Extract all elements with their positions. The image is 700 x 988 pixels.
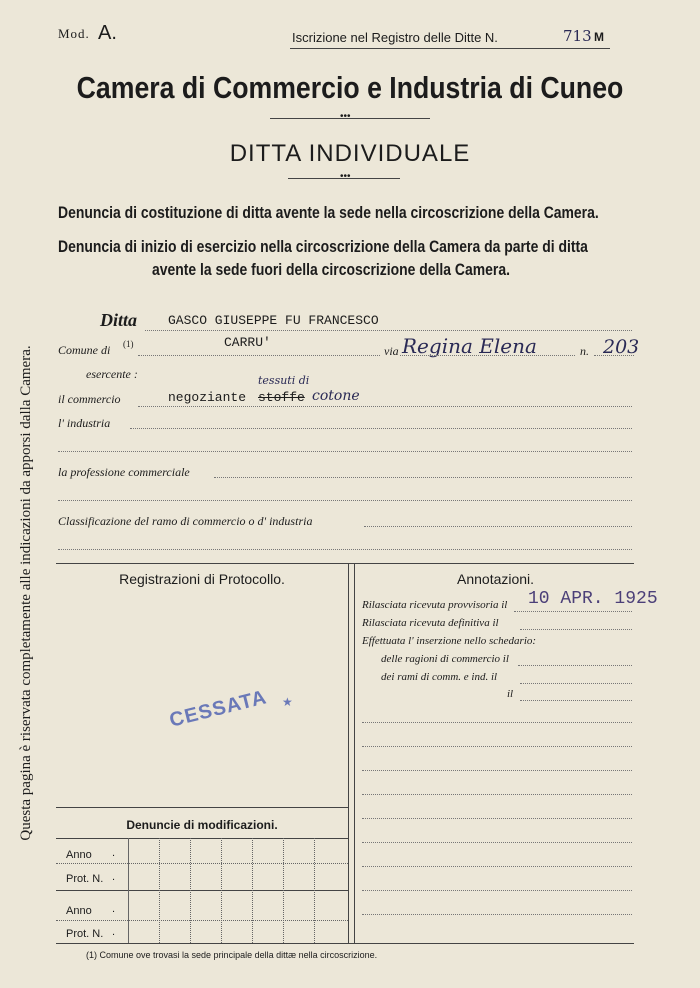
annotation-blank-5 [362,818,632,819]
mod-row-dot-4: . [112,926,116,938]
mod-col-4 [221,838,222,943]
mod-col-1 [128,838,129,943]
declaration-2-line-1: Denuncia di inizio di esercizio nella circoscrizione della Camera da parte di ditta [58,237,588,256]
annotation-blank-6 [362,842,632,843]
ditta-label: Ditta [100,310,138,330]
esercente-label: esercente : [86,367,138,381]
mod-row-dot-2: . [112,871,116,883]
annotation-rami: dei rami di comm. e ind. il [381,671,498,683]
mod-row-line-2 [56,920,348,921]
mod-col-2 [159,838,160,943]
professione-line [214,477,632,478]
annotation-schedario: Effettuata l' inserzione nello schedario: [362,635,537,647]
via-value: Regina Elena [402,334,537,358]
registry-label: Iscrizione nel Registro delle Ditte N. [292,30,498,45]
annotation-blank-4 [362,794,632,795]
annotation-line-3 [518,665,632,666]
cessata-stamp: CESSATA [167,686,270,732]
annotation-il: il [507,688,514,700]
annotations-title: Annotazioni. [457,571,535,587]
mod-label: Mod. [58,26,90,41]
declaration-1: Denuncia di costituzione di ditta avente la sede nella circoscrizione della Camera. [58,203,599,222]
ditta-line [145,330,632,331]
annotation-line-5 [520,700,632,701]
number-label: n. [580,344,589,358]
number-line [594,355,634,356]
mod-col-3 [190,838,191,943]
side-note: Questa pagina è riservata completamente alle indicazioni da apporsi dalla Camera. [18,345,34,841]
commercio-insert: tessuti di [258,374,310,387]
title-rule-dots: ••• [340,111,351,122]
annotation-blank-8 [362,890,632,891]
annotation-provvisoria: Rilasciata ricevuta provvisoria il [362,599,508,611]
annotation-line-2 [520,629,632,630]
mod-row-prot-2: Prot. N. [66,928,104,940]
subtitle-rule-dots: ••• [340,171,351,182]
table-divider-1 [348,563,349,943]
modifications-header-border [56,838,348,839]
mod-group-divider [56,890,348,891]
mod-row-prot-1: Prot. N. [66,873,104,885]
table-divider-2 [354,563,355,943]
protocol-title: Registrazioni di Protocollo. [119,571,285,587]
industria-line [130,428,632,429]
commercio-struck: stoffe [258,390,305,405]
registry-suffix: M [594,30,604,44]
page-subtitle: DITTA INDIVIDUALE [229,140,471,167]
cessata-star-icon: ★ [282,695,293,709]
annotation-blank-1 [362,722,632,723]
blank-line-1 [58,451,632,452]
comune-value: CARRU' [224,335,271,350]
mod-value: A. [98,22,117,44]
table-bottom-border [56,943,634,944]
annotation-blank-9 [362,914,632,915]
via-label: via [384,344,399,358]
blank-line-3 [58,549,632,550]
professione-label: la professione commerciale [58,465,190,479]
commercio-value: negoziante [168,390,247,405]
modifications-top-border [56,807,348,808]
date-stamp: 10 APR. 1925 [528,589,658,609]
annotation-definitiva: Rilasciata ricevuta definitiva il [362,617,499,629]
blank-line-2 [58,500,632,501]
header-underline [290,48,610,49]
number-value: 203 [603,336,640,358]
mod-row-anno-2: Anno [66,905,92,917]
registry-number: 713 [563,27,592,45]
mod-row-anno-1: Anno [66,849,92,861]
modifications-title: Denuncie di modificazioni. [126,818,278,832]
ditta-value: GASCO GIUSEPPE FU FRANCESCO [168,313,379,328]
mod-col-6 [283,838,284,943]
industria-label: l' industria [58,416,111,430]
comune-label: Comune di [58,343,111,357]
page-title: Camera di Commercio e Industria di Cuneo [76,70,624,105]
comune-note: (1) [123,339,134,349]
classificazione-line [364,526,632,527]
mod-row-dot-1: . [112,847,116,859]
via-line [400,355,575,356]
commercio-label: il commercio [58,392,121,406]
annotation-blank-3 [362,770,632,771]
table-top-border [56,563,634,564]
mod-row-line-1 [56,863,348,864]
annotation-blank-7 [362,866,632,867]
mod-col-7 [314,838,315,943]
mod-row-dot-3: . [112,903,116,915]
commercio-line [138,406,632,407]
commercio-hand: cotone [312,388,360,404]
mod-col-5 [252,838,253,943]
footnote: (1) Comune ove trovasi la sede principale della dittæ nella circoscrizione. [86,950,378,960]
annotation-blank-2 [362,746,632,747]
declaration-2-line-2: avente la sede fuori della circoscrizione della Camera. [152,260,510,279]
comune-line [138,355,380,356]
annotation-ragioni: delle ragioni di commercio il [381,653,509,665]
annotation-line-1 [514,611,632,612]
classificazione-label: Classificazione del ramo di commercio o d' industria [58,514,313,528]
annotation-line-4 [520,683,632,684]
